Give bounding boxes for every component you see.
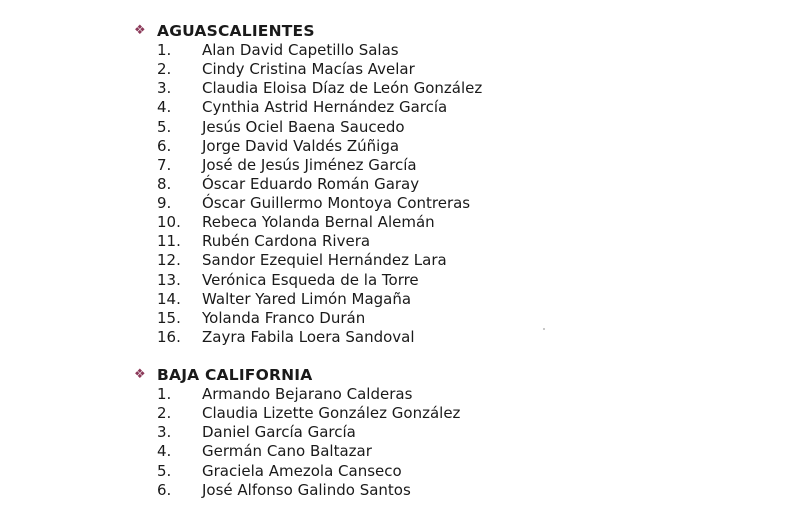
item-name: Cynthia Astrid Hernández García [202, 98, 448, 117]
item-name: Óscar Eduardo Román Garay [202, 174, 420, 193]
item-number: 12. [157, 251, 181, 270]
item-name: Armando Bejarano Calderas [202, 385, 413, 403]
item-name: Walter Yared Limón Magaña [202, 289, 412, 308]
item-number: 6. [157, 480, 172, 499]
item-name: Rubén Cardona Rivera [202, 232, 371, 251]
item-number: 6. [157, 136, 172, 155]
item-number: 10. [157, 213, 181, 232]
item-name: Claudia Lizette González González [202, 404, 461, 423]
item-number: 2. [157, 60, 172, 79]
item-name: Jesús Ociel Baena Saucedo [202, 117, 405, 136]
item-number: 15. [157, 308, 181, 327]
item-number: 5. [157, 117, 172, 136]
item-number: 9. [157, 194, 172, 212]
item-name: Jorge David Valdés Zúñiga [202, 136, 400, 155]
item-name: José de Jesús Jiménez García [202, 155, 417, 174]
section-heading-text: BAJA CALIFORNIA [157, 366, 313, 384]
item-name: Cindy Cristina Macías Avelar [202, 60, 415, 79]
item-number: 1. [157, 385, 172, 403]
item-name: Óscar Guillermo Montoya Contreras [202, 194, 471, 212]
item-number: 3. [157, 79, 172, 98]
item-name: Rebeca Yolanda Bernal Alemán [202, 213, 435, 232]
item-name: Claudia Eloisa Díaz de León González [202, 79, 483, 98]
item-number: 4. [157, 442, 172, 461]
item-number: 13. [157, 270, 181, 289]
item-number: 2. [157, 404, 172, 423]
item-number: 3. [157, 423, 172, 442]
item-number: 4. [157, 98, 172, 117]
section-heading-text: AGUASCALIENTES [157, 22, 315, 40]
item-name: Germán Cano Baltazar [202, 442, 372, 461]
item-name: José Alfonso Galindo Santos [202, 480, 411, 499]
item-name: Daniel García García [202, 423, 356, 442]
item-number: 16. [157, 327, 181, 346]
item-name: Sandor Ezequiel Hernández Lara [202, 251, 447, 270]
item-number: 14. [157, 289, 181, 308]
item-name: Verónica Esqueda de la Torre [202, 270, 419, 289]
scan-speck [543, 328, 545, 330]
item-name: Alan David Capetillo Salas [202, 41, 399, 59]
diamond-bullet-icon: ❖ [134, 367, 146, 382]
item-name: Graciela Amezola Canseco [202, 461, 402, 480]
item-number: 8. [157, 174, 172, 193]
item-name: Zayra Fabila Loera Sandoval [202, 327, 415, 346]
item-number: 7. [157, 155, 172, 174]
item-name: Yolanda Franco Durán [202, 308, 366, 327]
item-number: 11. [157, 232, 181, 251]
item-number: 1. [157, 41, 172, 59]
diamond-bullet-icon: ❖ [134, 23, 146, 38]
item-number: 5. [157, 461, 172, 480]
